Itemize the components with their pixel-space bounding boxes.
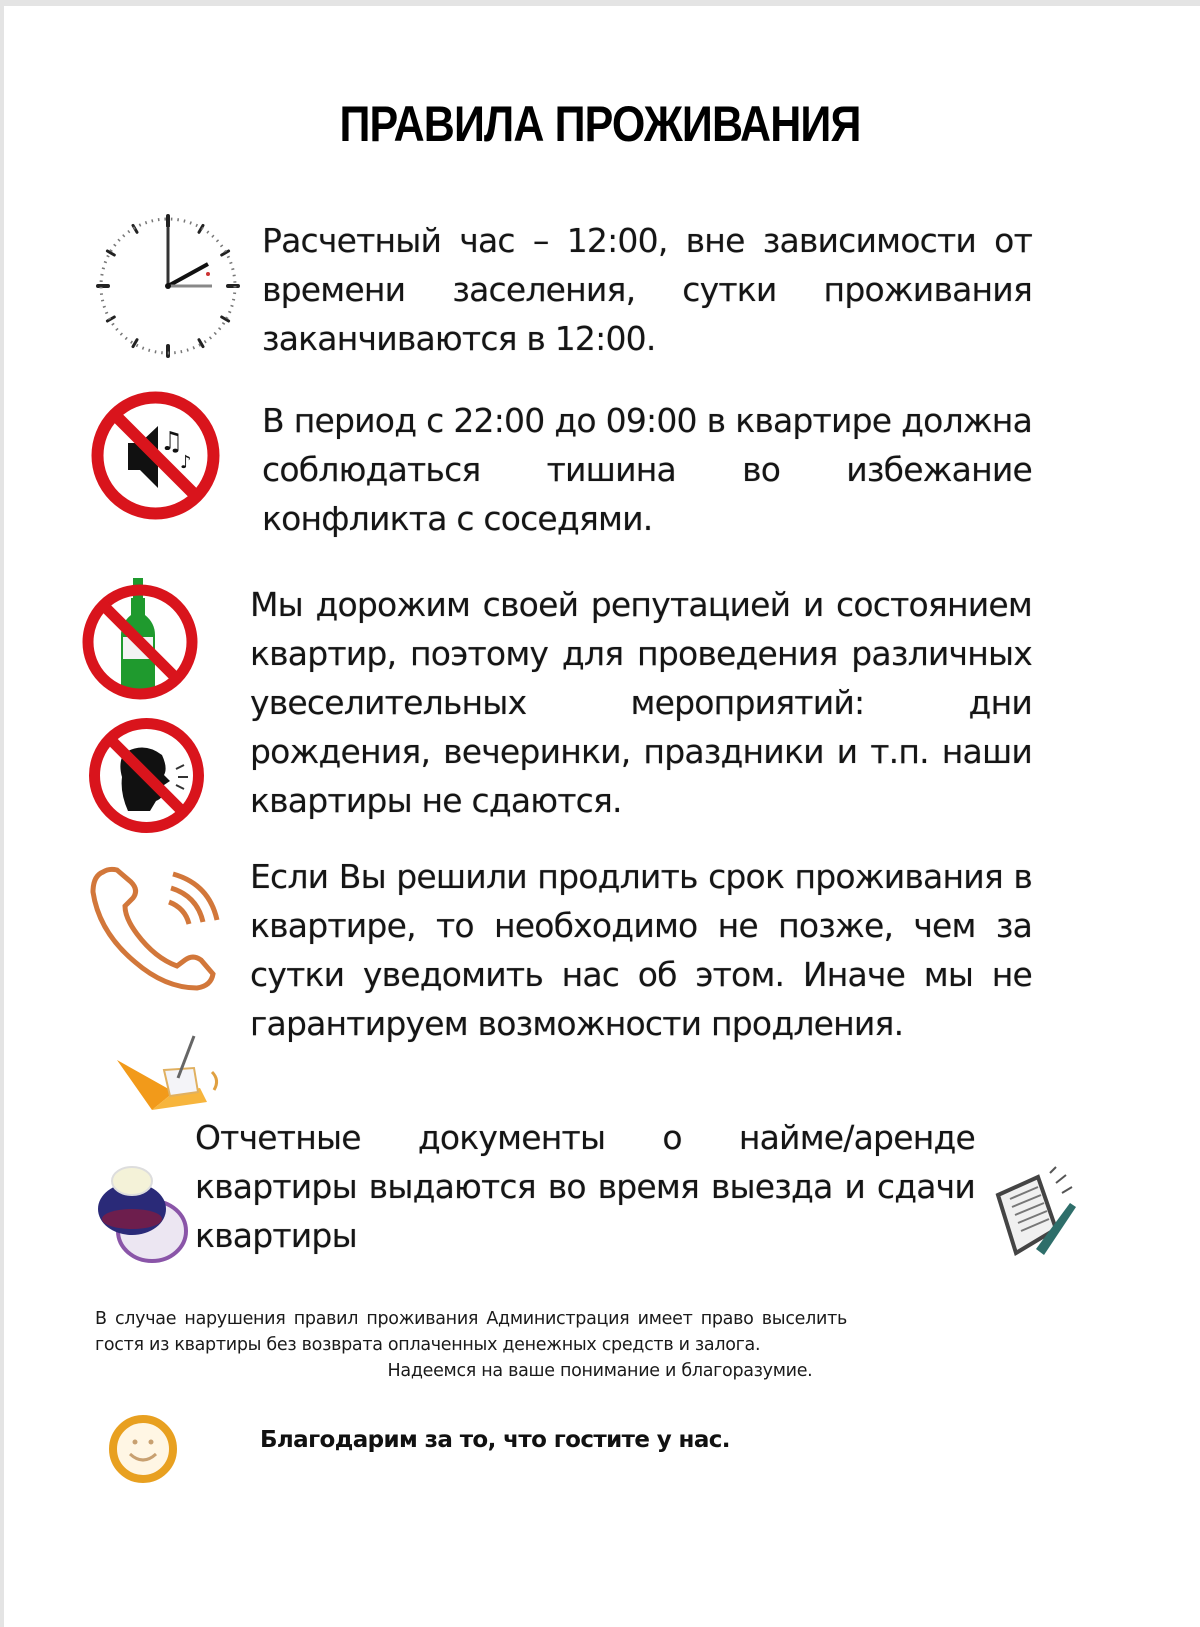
svg-text:♫: ♫ <box>160 427 184 457</box>
document-icon <box>992 1165 1082 1260</box>
rule-text-quiet-hours: В период с 22:00 до 09:00 в квартире должна соблюдаться тишина во избежание конфликта с соседями. <box>262 401 1032 538</box>
notice-line-3: Надеемся на ваше понимание и благоразумие. <box>387 1361 813 1381</box>
svg-text:♪: ♪ <box>180 452 192 473</box>
phone-icon <box>85 862 225 997</box>
no-shouting-icon <box>84 713 209 838</box>
no-music-icon <box>88 388 223 523</box>
notice-line-2: гостя из квартиры без возврата оплаченных денежных средств и залога. <box>95 1335 761 1355</box>
rule-text-no-parties: Мы дорожим своей репутацией и состоянием квартир, поэтому для проведения различных увеселительных мероприятий: дни рождения, вечеринки, праздники и т.п. наши квартиры не сдаются. <box>250 585 1032 820</box>
notice-line-1: В случае нарушения правил проживания Администрация имеет право выселить <box>95 1309 847 1329</box>
smiley-icon <box>108 1414 178 1484</box>
thanks-text: Благодарим за то, что гостите у нас. <box>260 1427 730 1453</box>
page-title: ПРАВИЛА ПРОЖИВАНИЯ <box>339 96 861 152</box>
rule-text-extend-stay: Если Вы решили продлить срок проживания в квартире, то необходимо не позже, чем за сутки уведомить нас об этом. Иначе мы не гарантируем возможности продления. <box>250 857 1032 1043</box>
rule-text-documents: Отчетные документы о найме/аренде квартиры выдаются во время выезда и сдачи квартиры <box>195 1118 975 1255</box>
rule-text-checkout-time: Расчетный час – 12:00, вне зависимости от времени заселения, сутки проживания заканчиваются в 12:00. <box>262 221 1032 358</box>
no-alcohol-icon <box>75 575 210 700</box>
stamp-icon <box>88 1145 198 1265</box>
clock-icon <box>90 208 250 363</box>
